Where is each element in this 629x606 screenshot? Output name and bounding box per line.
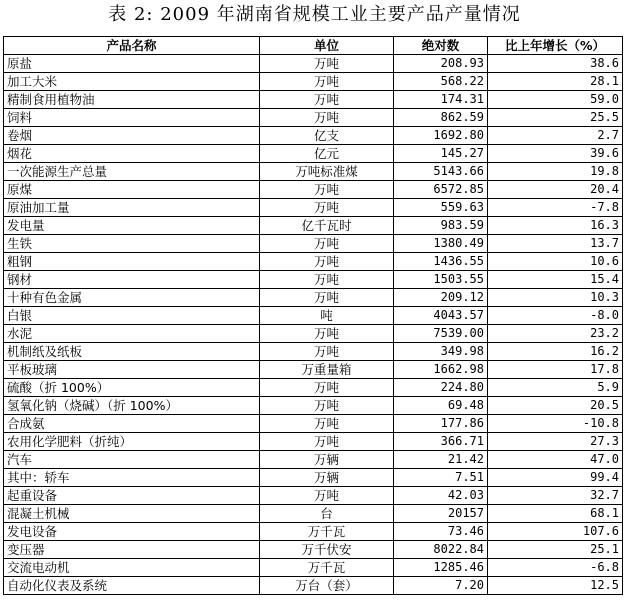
table-row <box>4 55 623 73</box>
product-name-cell: 发电设备 <box>4 523 260 541</box>
product-name-cell: 机制纸及纸板 <box>4 343 260 361</box>
table-row <box>4 451 623 469</box>
growth-cell: -10.8 <box>488 415 623 433</box>
table-row <box>4 325 623 343</box>
product-name-cell: 钢材 <box>4 271 260 289</box>
absolute-value-cell: 349.98 <box>394 343 488 361</box>
unit-cell: 万吨标准煤 <box>260 163 394 181</box>
unit-cell: 万吨 <box>260 325 394 343</box>
growth-cell: 59.0 <box>488 91 623 109</box>
table-row <box>4 235 623 253</box>
table-row <box>4 487 623 505</box>
unit-cell: 亿支 <box>260 127 394 145</box>
absolute-value-cell: 208.93 <box>394 55 488 73</box>
product-name-cell: 其中：轿车 <box>4 469 260 487</box>
growth-cell: -8.0 <box>488 307 623 325</box>
growth-cell: 47.0 <box>488 451 623 469</box>
absolute-value-cell: 177.86 <box>394 415 488 433</box>
growth-cell: 15.4 <box>488 271 623 289</box>
absolute-value-cell: 4043.57 <box>394 307 488 325</box>
table-row <box>4 181 623 199</box>
product-name-cell: 自动化仪表及系统 <box>4 577 260 595</box>
product-name-cell: 合成氨 <box>4 415 260 433</box>
absolute-value-cell: 366.71 <box>394 433 488 451</box>
unit-cell: 万辆 <box>260 451 394 469</box>
growth-cell: 12.5 <box>488 577 623 595</box>
header-product-name: 产品名称 <box>4 37 260 55</box>
unit-cell: 亿千瓦时 <box>260 217 394 235</box>
absolute-value-cell: 1436.55 <box>394 253 488 271</box>
table-row <box>4 469 623 487</box>
unit-cell: 万吨 <box>260 343 394 361</box>
header-unit: 单位 <box>260 37 394 55</box>
table-row <box>4 163 623 181</box>
product-name-cell: 精制食用植物油 <box>4 91 260 109</box>
growth-cell: 68.1 <box>488 505 623 523</box>
table-row <box>4 343 623 361</box>
growth-cell: 5.9 <box>488 379 623 397</box>
absolute-value-cell: 1662.98 <box>394 361 488 379</box>
growth-cell: -6.8 <box>488 559 623 577</box>
absolute-value-cell: 6572.85 <box>394 181 488 199</box>
table-row <box>4 217 623 235</box>
product-name-cell: 水泥 <box>4 325 260 343</box>
growth-cell: 28.1 <box>488 73 623 91</box>
growth-cell: 23.2 <box>488 325 623 343</box>
product-name-cell: 氢氧化钠（烧碱）（折 100%） <box>4 397 260 415</box>
product-name-cell: 白银 <box>4 307 260 325</box>
growth-cell: 27.3 <box>488 433 623 451</box>
absolute-value-cell: 145.27 <box>394 145 488 163</box>
product-name-cell: 汽车 <box>4 451 260 469</box>
unit-cell: 万重量箱 <box>260 361 394 379</box>
product-name-cell: 原盐 <box>4 55 260 73</box>
production-table <box>3 36 623 595</box>
growth-cell: 19.8 <box>488 163 623 181</box>
table-row <box>4 415 623 433</box>
product-name-cell: 发电量 <box>4 217 260 235</box>
growth-cell: 25.5 <box>488 109 623 127</box>
document-title: 表 2: 2009 年湖南省规模工业主要产品产量情况 <box>108 4 521 25</box>
table-body <box>4 55 623 595</box>
product-name-cell: 饲料 <box>4 109 260 127</box>
unit-cell: 万吨 <box>260 199 394 217</box>
table-row <box>4 433 623 451</box>
growth-cell: 25.1 <box>488 541 623 559</box>
unit-cell: 万吨 <box>260 487 394 505</box>
unit-cell: 万吨 <box>260 109 394 127</box>
unit-cell: 万千瓦 <box>260 559 394 577</box>
unit-cell: 万吨 <box>260 253 394 271</box>
absolute-value-cell: 174.31 <box>394 91 488 109</box>
table-row <box>4 397 623 415</box>
table-row <box>4 109 623 127</box>
absolute-value-cell: 20157 <box>394 505 488 523</box>
product-name-cell: 生铁 <box>4 235 260 253</box>
growth-cell: 17.8 <box>488 361 623 379</box>
header-absolute: 绝对数 <box>394 37 488 55</box>
absolute-value-cell: 8022.84 <box>394 541 488 559</box>
absolute-value-cell: 1692.80 <box>394 127 488 145</box>
absolute-value-cell: 559.63 <box>394 199 488 217</box>
growth-cell: 20.5 <box>488 397 623 415</box>
unit-cell: 万吨 <box>260 73 394 91</box>
unit-cell: 万吨 <box>260 415 394 433</box>
unit-cell: 万辆 <box>260 469 394 487</box>
table-row <box>4 541 623 559</box>
table-row <box>4 289 623 307</box>
table-row <box>4 559 623 577</box>
unit-cell: 亿元 <box>260 145 394 163</box>
unit-cell: 万吨 <box>260 289 394 307</box>
growth-cell: 10.6 <box>488 253 623 271</box>
product-name-cell: 交流电动机 <box>4 559 260 577</box>
unit-cell: 万吨 <box>260 271 394 289</box>
absolute-value-cell: 73.46 <box>394 523 488 541</box>
unit-cell: 万吨 <box>260 181 394 199</box>
product-name-cell: 卷烟 <box>4 127 260 145</box>
table-row <box>4 91 623 109</box>
absolute-value-cell: 21.42 <box>394 451 488 469</box>
absolute-value-cell: 7.51 <box>394 469 488 487</box>
table-row <box>4 253 623 271</box>
product-name-cell: 农用化学肥料（折纯） <box>4 433 260 451</box>
unit-cell: 万吨 <box>260 379 394 397</box>
absolute-value-cell: 42.03 <box>394 487 488 505</box>
growth-cell: 16.3 <box>488 217 623 235</box>
product-name-cell: 平板玻璃 <box>4 361 260 379</box>
growth-cell: 99.4 <box>488 469 623 487</box>
table-row <box>4 577 623 595</box>
unit-cell: 万千伏安 <box>260 541 394 559</box>
absolute-value-cell: 568.22 <box>394 73 488 91</box>
growth-cell: 107.6 <box>488 523 623 541</box>
product-name-cell: 变压器 <box>4 541 260 559</box>
growth-cell: -7.8 <box>488 199 623 217</box>
table-row <box>4 505 623 523</box>
unit-cell: 万吨 <box>260 397 394 415</box>
table-row <box>4 199 623 217</box>
product-name-cell: 起重设备 <box>4 487 260 505</box>
unit-cell: 吨 <box>260 307 394 325</box>
table-row <box>4 379 623 397</box>
product-name-cell: 原油加工量 <box>4 199 260 217</box>
absolute-value-cell: 862.59 <box>394 109 488 127</box>
growth-cell: 38.6 <box>488 55 623 73</box>
table-row <box>4 271 623 289</box>
unit-cell: 万吨 <box>260 433 394 451</box>
table-row <box>4 145 623 163</box>
absolute-value-cell: 1285.46 <box>394 559 488 577</box>
product-name-cell: 粗钢 <box>4 253 260 271</box>
header-growth: 比上年增长（%） <box>488 37 623 55</box>
unit-cell: 万千瓦 <box>260 523 394 541</box>
growth-cell: 39.6 <box>488 145 623 163</box>
unit-cell: 万吨 <box>260 91 394 109</box>
absolute-value-cell: 224.80 <box>394 379 488 397</box>
absolute-value-cell: 7539.00 <box>394 325 488 343</box>
product-name-cell: 十种有色金属 <box>4 289 260 307</box>
growth-cell: 13.7 <box>488 235 623 253</box>
table-row <box>4 307 623 325</box>
growth-cell: 2.7 <box>488 127 623 145</box>
growth-cell: 32.7 <box>488 487 623 505</box>
growth-cell: 20.4 <box>488 181 623 199</box>
absolute-value-cell: 69.48 <box>394 397 488 415</box>
product-name-cell: 原煤 <box>4 181 260 199</box>
table-row <box>4 127 623 145</box>
absolute-value-cell: 1380.49 <box>394 235 488 253</box>
unit-cell: 台 <box>260 505 394 523</box>
absolute-value-cell: 1503.55 <box>394 271 488 289</box>
table-row <box>4 523 623 541</box>
product-name-cell: 硫酸（折 100%） <box>4 379 260 397</box>
growth-cell: 10.3 <box>488 289 623 307</box>
product-name-cell: 混凝土机械 <box>4 505 260 523</box>
absolute-value-cell: 7.20 <box>394 577 488 595</box>
unit-cell: 万台（套） <box>260 577 394 595</box>
table-row <box>4 73 623 91</box>
product-name-cell: 烟花 <box>4 145 260 163</box>
table-row <box>4 361 623 379</box>
absolute-value-cell: 5143.66 <box>394 163 488 181</box>
growth-cell: 16.2 <box>488 343 623 361</box>
absolute-value-cell: 983.59 <box>394 217 488 235</box>
table-header-row <box>4 37 623 55</box>
product-name-cell: 一次能源生产总量 <box>4 163 260 181</box>
product-name-cell: 加工大米 <box>4 73 260 91</box>
unit-cell: 万吨 <box>260 55 394 73</box>
unit-cell: 万吨 <box>260 235 394 253</box>
absolute-value-cell: 209.12 <box>394 289 488 307</box>
